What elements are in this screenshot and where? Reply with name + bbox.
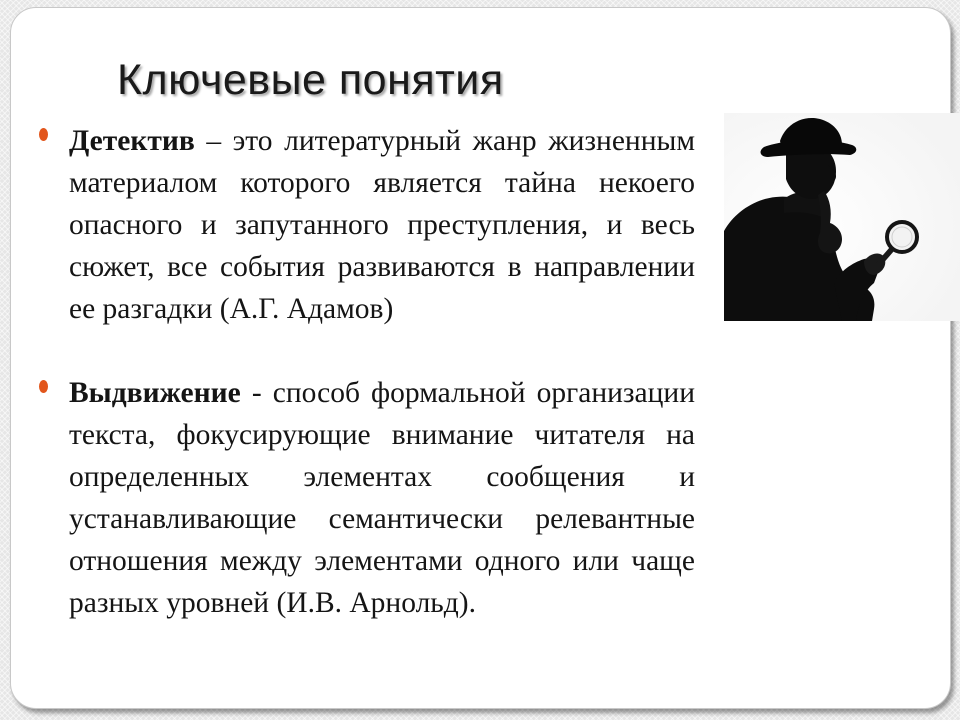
detective-silhouette-svg: [724, 113, 960, 321]
bullet-term: Выдвижение: [69, 377, 241, 409]
slide-title: Ключевые понятия: [117, 56, 504, 104]
bullet-dot-icon: [39, 380, 48, 393]
bullet-dot-icon: [39, 128, 48, 141]
bullet-text: [69, 120, 695, 330]
detective-silhouette-icon: [724, 113, 960, 321]
bullet-text: [69, 372, 695, 624]
bullet-definition: - способ формальной организации текста, фокусирующие внимание читателя на определенных элементах сообщения и устанавливающие семантически релевантные отношения между элементами одного или чаще разных уровней (И.В. Арнольд).: [69, 377, 695, 619]
bullet-definition: – это литературный жанр жизненным материалом которого является тайна некоего опасного и запутанного преступления, и весь сюжет, все события развиваются в направлении ее разгадки (А.Г. Адамов): [69, 125, 695, 325]
bullet-term: Детектив: [69, 125, 195, 157]
slide-card: [10, 7, 951, 709]
